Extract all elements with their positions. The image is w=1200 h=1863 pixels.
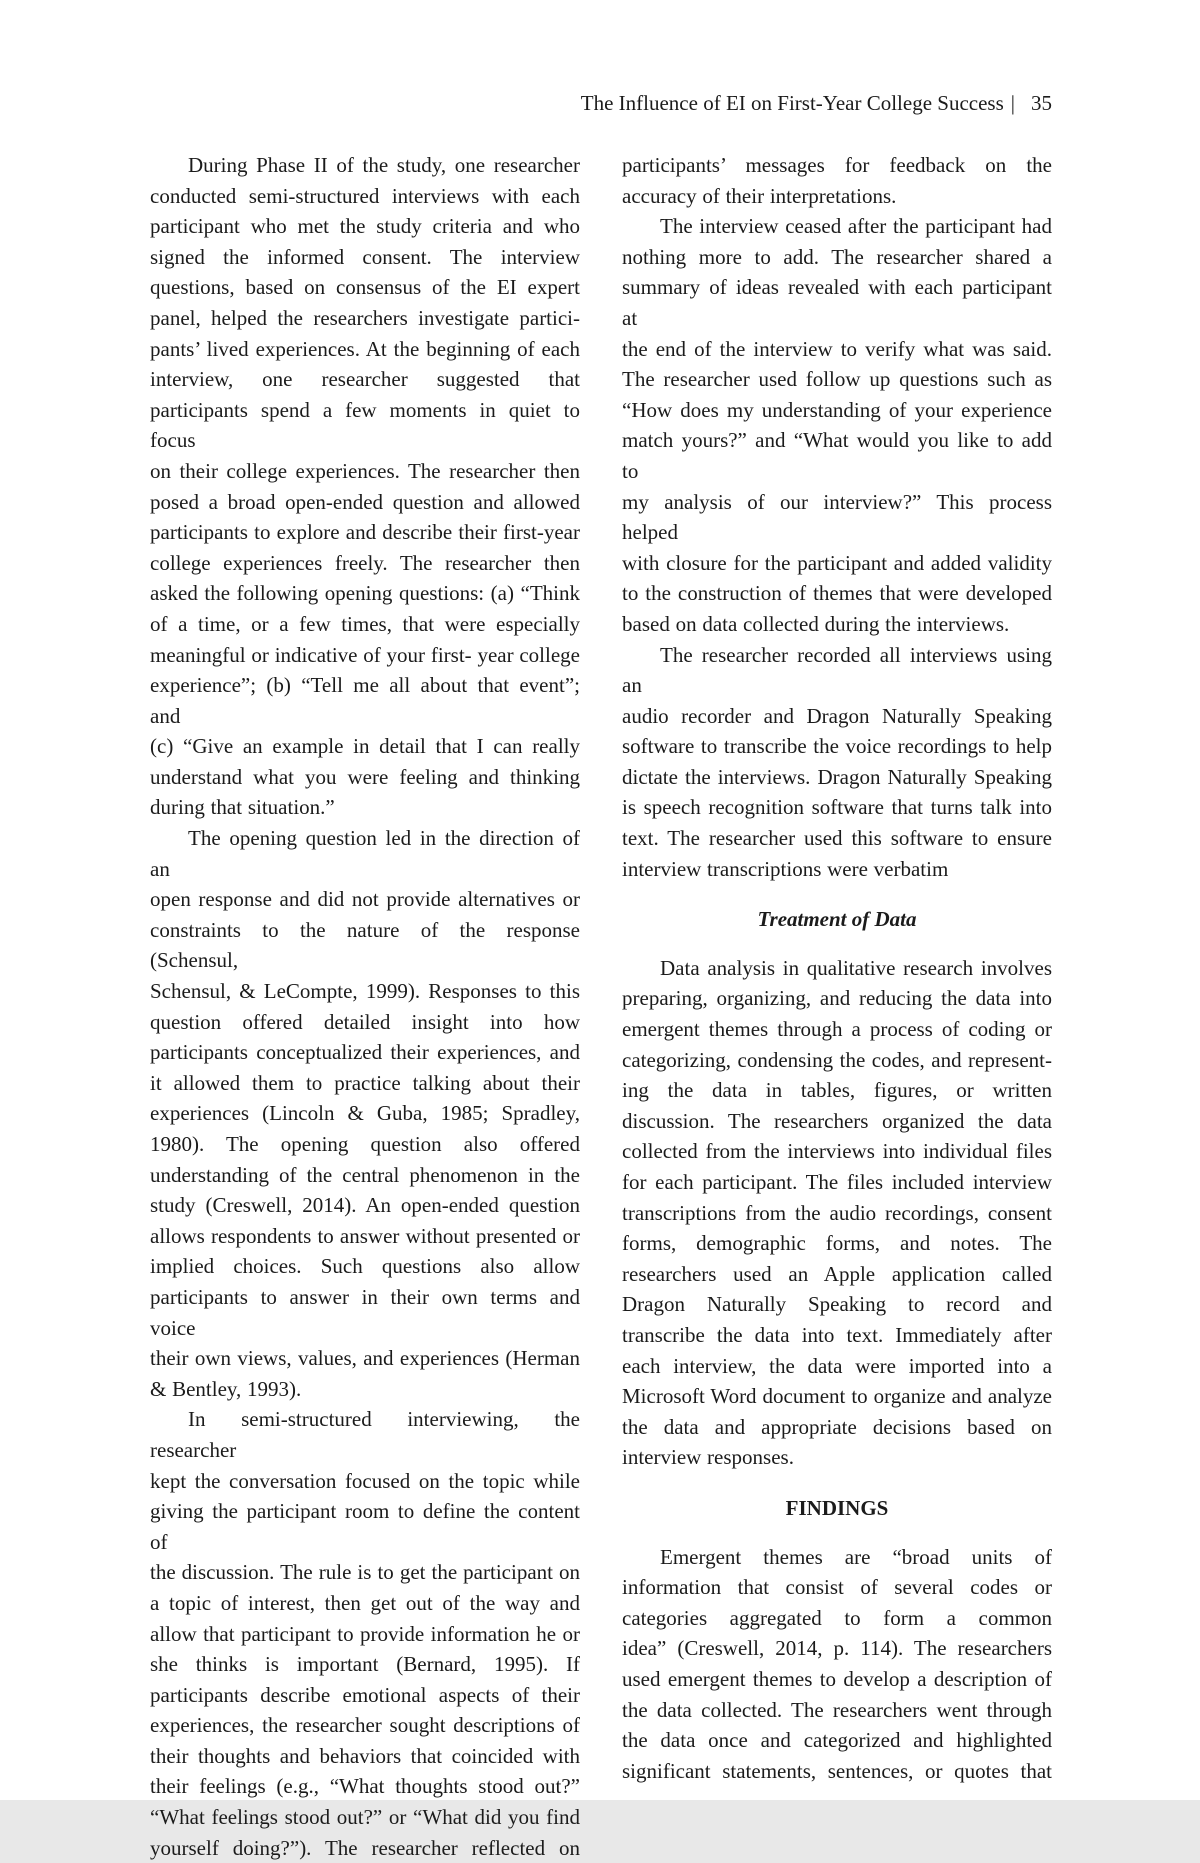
- text-line: dictate the interviews. Dragon Naturally Speaking: [622, 764, 1052, 789]
- text-line: of a time, or a few times, that were especially: [150, 611, 580, 636]
- text-line: to the construction of themes that were developed: [622, 581, 1052, 606]
- text-line: The interview ceased after the participant had: [660, 214, 1052, 239]
- text-line: categorizing, condensing the codes, and represent-: [622, 1047, 1052, 1072]
- text-line: she thinks is important (Bernard, 1995). If: [150, 1652, 580, 1677]
- text-line: it allowed them to practice talking about their: [150, 1070, 580, 1095]
- paragraph: [622, 640, 1052, 885]
- text-line: 1980). The opening question also offered: [150, 1132, 580, 1156]
- text-line: interview transcriptions were verbatim: [622, 856, 949, 881]
- text-line: match yours?” and “What would you like to add to: [622, 428, 1052, 483]
- text-line: posed a broad open-ended question and allowed: [150, 489, 580, 514]
- text-line: text. The researcher used this software to ensure: [622, 826, 1052, 851]
- text-line: audio recorder and Dragon Naturally Speaking: [622, 703, 1052, 728]
- text-line: allow that participant to provide information he or: [150, 1621, 580, 1646]
- text-line: during that situation.”: [150, 795, 335, 820]
- text-line: for each participant. The files included interview: [622, 1170, 1052, 1194]
- running-head-title: The Influence of EI on First-Year College Success: [580, 91, 1004, 115]
- text-line: understanding of the central phenomenon in the: [150, 1162, 580, 1187]
- treatment-of-data-heading: Treatment of Data: [757, 907, 917, 932]
- text-line: the data collected. The researchers went through: [622, 1697, 1052, 1722]
- text-line: Data analysis in qualitative research involves: [660, 955, 1052, 980]
- running-head-separator: |: [1010, 91, 1015, 115]
- text-line: participants to explore and describe their first-year: [150, 520, 580, 545]
- text-line: (c) “Give an example in detail that I can really: [150, 734, 580, 759]
- text-line: experiences (Lincoln & Guba, 1985; Spradley,: [150, 1101, 580, 1126]
- two-column-body: [150, 150, 1052, 1863]
- text-line: preparing, organizing, and reducing the data into: [622, 986, 1052, 1011]
- text-line: “What feelings stood out?” or “What did you find: [150, 1805, 580, 1830]
- text-line: emergent themes through a process of coding or: [622, 1017, 1052, 1042]
- text-line: ing the data in tables, figures, or written: [622, 1078, 1052, 1103]
- text-line: my analysis of our interview?” This process helped: [622, 489, 1052, 545]
- text-line: The researcher recorded all interviews using an: [622, 642, 1052, 698]
- text-line: conducted semi-structured interviews with each: [150, 183, 580, 208]
- text-line: constraints to the nature of the response (Schensul,: [150, 917, 580, 973]
- text-line: interview, one researcher suggested that: [150, 367, 580, 392]
- text-line: their thoughts and behaviors that coincided with: [150, 1743, 580, 1768]
- text-line: transcriptions from the audio recordings, consent: [622, 1200, 1052, 1225]
- text-line: participant who met the study criteria and who: [150, 214, 580, 239]
- text-line: meaningful or indicative of your first- year college: [150, 642, 580, 667]
- text-line: accuracy of their interpretations.: [622, 183, 897, 208]
- text-line: is speech recognition software that turns talk into: [622, 795, 1052, 820]
- text-line: participants’ messages for feedback on the: [622, 153, 1052, 177]
- text-line: each interview, the data were imported into a: [622, 1353, 1052, 1378]
- text-line: During Phase II of the study, one researcher: [188, 153, 580, 177]
- text-line: forms, demographic forms, and notes. The: [622, 1231, 1052, 1256]
- text-line: Dragon Naturally Speaking to record and: [622, 1292, 1052, 1317]
- paragraph: [622, 953, 1052, 1473]
- text-line: significant statements, sentences, or quotes that: [622, 1758, 1052, 1783]
- text-line: used emergent themes to develop a description of: [622, 1666, 1052, 1691]
- text-line: giving the participant room to define the content of: [150, 1499, 580, 1554]
- text-line: with closure for the participant and added validity: [622, 550, 1052, 575]
- text-line: participants conceptualized their experiences, and: [150, 1040, 580, 1065]
- paragraph: [622, 150, 1052, 211]
- text-line: participants describe emotional aspects of their: [150, 1682, 580, 1707]
- text-line: their own views, values, and experiences (Herman: [150, 1346, 580, 1371]
- paragraph: [150, 823, 580, 1404]
- text-line: allows respondents to answer without presented or: [150, 1223, 580, 1248]
- text-line: their feelings (e.g., “What thoughts stood out?”: [150, 1774, 580, 1799]
- text-line: software to transcribe the voice recordings to help: [622, 734, 1052, 759]
- text-line: the data once and categorized and highlighted: [622, 1728, 1052, 1753]
- text-line: interview responses.: [622, 1445, 794, 1470]
- text-line: understand what you were feeling and thinking: [150, 764, 580, 789]
- paragraph: [150, 150, 580, 823]
- text-line: transcribe the data into text. Immediately after: [622, 1322, 1052, 1347]
- text-line: kept the conversation focused on the topic while: [150, 1468, 580, 1493]
- text-line: study (Creswell, 2014). An open-ended question: [150, 1193, 580, 1218]
- text-line: collected from the interviews into individual files: [622, 1139, 1052, 1164]
- text-line: In semi-structured interviewing, the researcher: [150, 1407, 580, 1462]
- right-column: [622, 150, 1052, 1863]
- text-line: Emergent themes are “broad units of: [660, 1544, 1052, 1569]
- left-column: [150, 150, 580, 1863]
- text-line: experiences, the researcher sought descriptions of: [150, 1713, 580, 1738]
- text-line: college experiences freely. The researcher then: [150, 550, 580, 575]
- text-line: “How does my understanding of your experience: [622, 397, 1052, 422]
- text-line: summary of ideas revealed with each participant at: [622, 275, 1052, 330]
- text-line: pants’ lived experiences. At the beginning of each: [150, 336, 580, 361]
- paragraph: [622, 211, 1052, 639]
- paragraph: [622, 1542, 1052, 1787]
- text-line: questions, based on consensus of the EI expert: [150, 275, 580, 300]
- text-line: discussion. The researchers organized the data: [622, 1108, 1052, 1133]
- text-line: on their college experiences. The researcher then: [150, 458, 580, 483]
- text-line: question offered detailed insight into how: [150, 1009, 580, 1034]
- text-line: based on data collected during the interviews.: [622, 611, 1010, 636]
- text-line: experience”; (b) “Tell me all about that event”; and: [150, 673, 580, 728]
- text-line: yourself doing?”). The researcher reflected on: [150, 1835, 580, 1860]
- text-line: The opening question led in the direction of an: [150, 826, 580, 881]
- text-line: the end of the interview to verify what was said.: [622, 336, 1052, 361]
- text-line: & Bentley, 1993).: [150, 1376, 302, 1401]
- text-line: participants to answer in their own terms and voice: [150, 1284, 580, 1340]
- text-line: implied choices. Such questions also allow: [150, 1254, 580, 1279]
- running-head: [150, 90, 1052, 116]
- text-line: asked the following opening questions: (a) “Think: [150, 581, 580, 606]
- paragraph: [150, 1404, 580, 1863]
- text-line: Schensul, & LeCompte, 1999). Responses to this: [150, 979, 580, 1004]
- findings-heading: FINDINGS: [785, 1495, 889, 1520]
- text-line: researchers used an Apple application called: [622, 1261, 1052, 1286]
- text-line: the discussion. The rule is to get the participant on: [150, 1560, 580, 1585]
- text-line: panel, helped the researchers investigate partici-: [150, 305, 580, 330]
- text-line: the data and appropriate decisions based on: [622, 1414, 1052, 1439]
- text-line: participants spend a few moments in quiet to focus: [150, 397, 580, 453]
- text-line: The researcher used follow up questions such as: [622, 367, 1052, 392]
- text-line: open response and did not provide alternatives or: [150, 887, 580, 912]
- text-line: signed the informed consent. The interview: [150, 244, 580, 269]
- page-number: 35: [1031, 91, 1052, 115]
- text-line: information that consist of several codes or: [622, 1575, 1052, 1600]
- text-line: idea” (Creswell, 2014, p. 114). The researchers: [622, 1636, 1052, 1661]
- text-line: nothing more to add. The researcher shared a: [622, 244, 1052, 269]
- text-line: categories aggregated to form a common: [622, 1605, 1052, 1630]
- text-line: a topic of interest, then get out of the way and: [150, 1590, 580, 1615]
- text-line: Microsoft Word document to organize and analyze: [622, 1384, 1052, 1409]
